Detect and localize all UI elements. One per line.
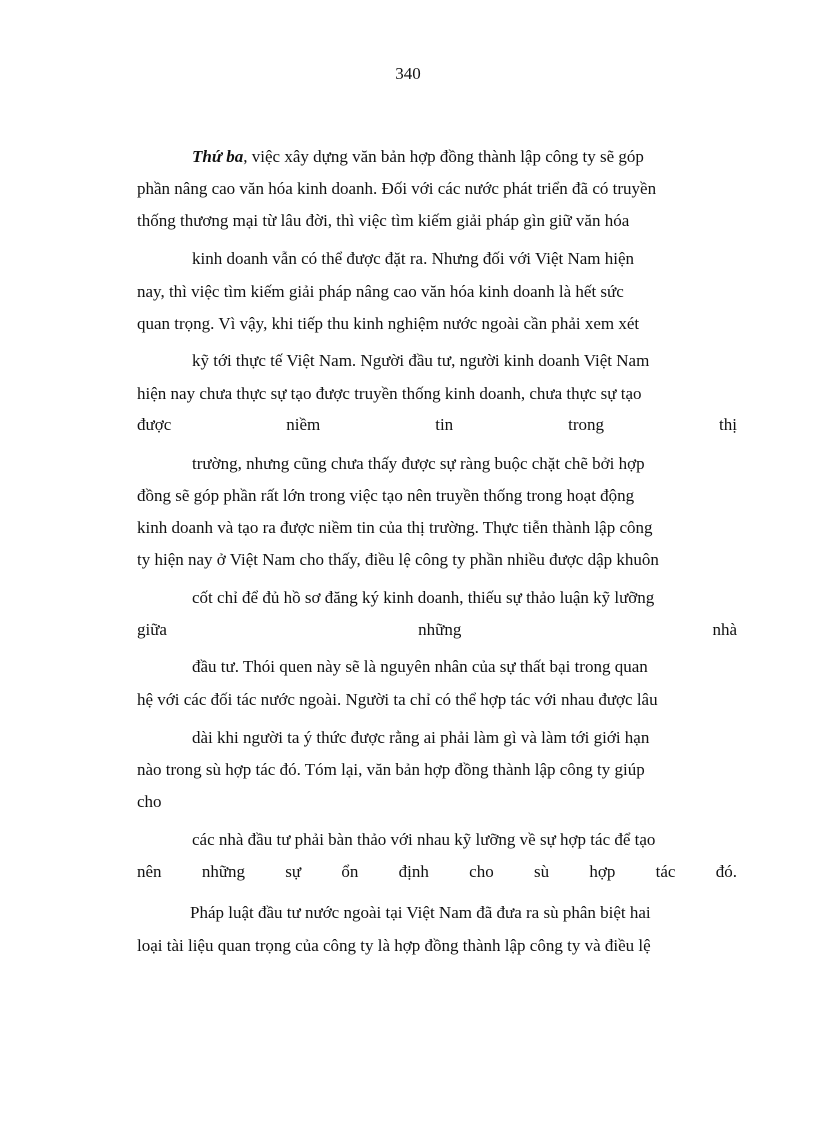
text-line: ty hiện nay ở Việt Nam cho thấy, điều lệ công ty phần nhiều được dập khuôn [137, 550, 659, 569]
word: tin [435, 415, 454, 434]
text-line: nào trong sù hợp tác đó. Tóm lại, văn bản hợp đồng thành lập công ty giúp [137, 760, 645, 779]
word: giữa [137, 620, 167, 639]
word: ổn [341, 862, 359, 881]
word: nhà [712, 620, 737, 639]
word: những [201, 862, 246, 881]
text-line: cốt chỉ để đủ hồ sơ đăng ký kinh doanh, thiếu sự thảo luận kỹ lưỡng [192, 588, 655, 607]
text-line: đầu tư. Thói quen này sẽ là nguyên nhân của sự thất bại trong quan [192, 657, 648, 676]
text-line: kỹ tới thực tế Việt Nam. Người đầu tư, người kinh doanh Việt Nam [192, 351, 650, 370]
word: thị [719, 415, 737, 434]
word: những [418, 620, 462, 639]
word: sù [533, 862, 550, 881]
text-line: kinh doanh vẫn có thể được đặt ra. Nhưng đối với Việt Nam hiện [192, 249, 635, 268]
text-line [137, 619, 737, 641]
text-line: quan trọng. Vì vậy, khi tiếp thu kinh nghiệm nước ngoài cần phải xem xét [137, 314, 640, 333]
text-line: trường, nhưng cũng chưa thấy được sự ràng buộc chặt chẽ bởi hợp [192, 454, 645, 473]
text-line: thống thương mại từ lâu đời, thì việc tìm kiếm giải pháp gìn giữ văn hóa [137, 211, 630, 230]
word: tác [655, 862, 676, 881]
text-line: kinh doanh và tạo ra được niềm tin của thị trường. Thực tiễn thành lập công [137, 518, 653, 537]
text-line: nay, thì việc tìm kiếm giải pháp nâng cao văn hóa kinh doanh là hết sức [137, 282, 624, 301]
word: định [398, 862, 429, 881]
text-line [137, 861, 737, 883]
text-fragment: , việc xây dựng văn bản hợp đồng thành lập công ty sẽ góp [243, 147, 644, 166]
text-line: dài khi người ta ý thức được rằng ai phải làm gì và làm tới giới hạn [192, 728, 650, 747]
text-line: đồng sẽ góp phần rất lớn trong việc tạo nên truyền thống trong hoạt động [137, 486, 635, 505]
text-line: hệ với các đối tác nước ngoài. Người ta chỉ có thể hợp tác với nhau được lâu [137, 690, 658, 709]
word: cho [469, 862, 494, 881]
page-number: 340 [395, 64, 421, 83]
word: trong [568, 415, 605, 434]
word: được [137, 415, 172, 434]
text-line: loại tài liệu quan trọng của công ty là hợp đồng thành lập công ty và điều lệ [137, 936, 651, 955]
text-line: phần nâng cao văn hóa kinh doanh. Đối với các nước phát triển đã có truyền [137, 179, 657, 198]
text-line: cho [137, 792, 162, 811]
word: nên [137, 862, 162, 881]
word: niềm [286, 415, 321, 434]
lead-phrase: Thứ ba [192, 147, 244, 166]
text-line [192, 146, 737, 168]
word: đó. [715, 862, 737, 881]
word: hợp [589, 862, 616, 881]
text-line [137, 414, 737, 436]
text-line: hiện nay chưa thực sự tạo được truyền thống kinh doanh, chưa thực sự tạo [137, 384, 642, 403]
text-line: các nhà đầu tư phải bàn thảo với nhau kỹ lưỡng về sự hợp tác để tạo [192, 830, 656, 849]
text-line: Pháp luật đầu tư nước ngoài tại Việt Nam đã đưa ra sù phân biệt hai [190, 903, 651, 922]
word: sự [285, 862, 302, 881]
